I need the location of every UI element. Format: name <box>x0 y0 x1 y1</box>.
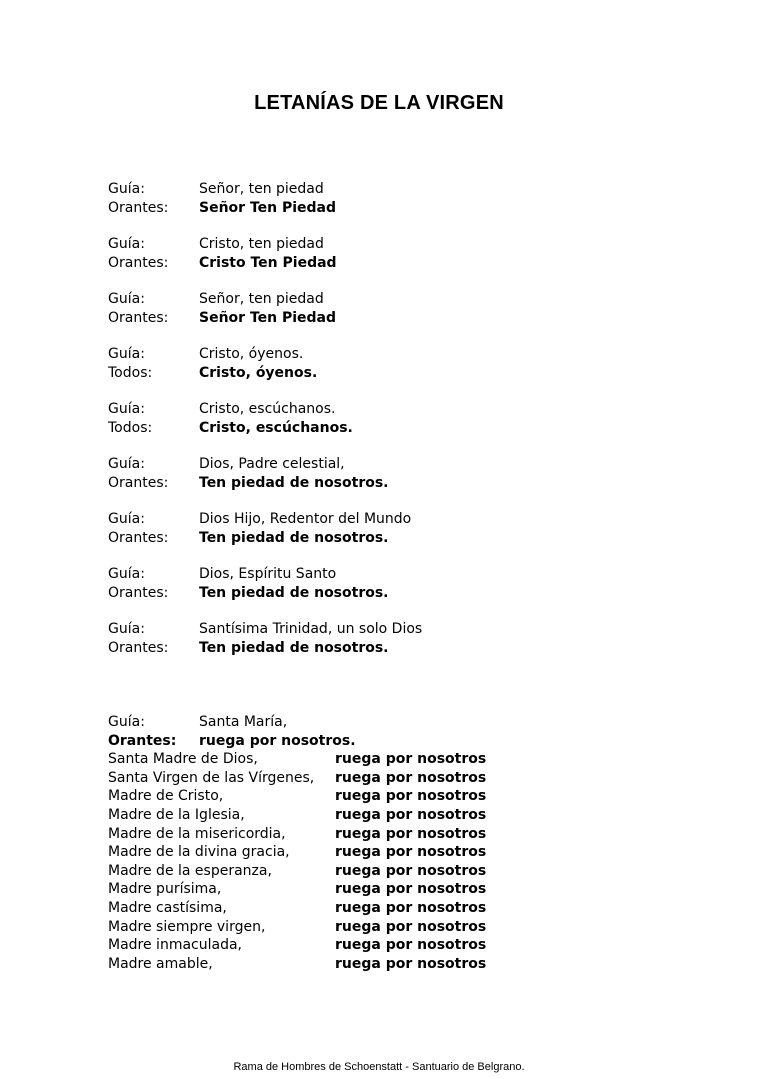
page-footer: Rama de Hombres de Schoenstatt - Santuario de Belgrano. <box>233 1061 525 1073</box>
guide-text: Santísima Trinidad, un solo Dios <box>199 621 423 637</box>
response-text: Ten piedad de nosotros. <box>199 585 389 601</box>
guide-text: Dios Hijo, Redentor del Mundo <box>199 511 412 527</box>
guide-line <box>108 235 422 254</box>
invocation-line <box>108 787 486 806</box>
invocation-text: Madre de la divina gracia, <box>108 844 290 861</box>
response-text: Cristo, escúchanos. <box>199 420 353 436</box>
speaker-label: Orantes: <box>108 255 169 271</box>
response-text: Ten piedad de nosotros. <box>199 475 389 491</box>
response-text: Cristo Ten Piedad <box>199 255 337 271</box>
invocation-response: ruega por nosotros <box>335 937 487 954</box>
response-line <box>108 474 422 493</box>
speaker-label: Orantes: <box>108 475 169 491</box>
invocation-line <box>108 750 486 769</box>
guide-line <box>108 713 486 732</box>
guide-text: Cristo, ten piedad <box>199 236 324 252</box>
invocation-response: ruega por nosotros <box>335 825 487 842</box>
response-line <box>108 639 422 658</box>
guide-text: Cristo, óyenos. <box>199 346 304 362</box>
invocation-text: Madre siempre virgen, <box>108 918 266 935</box>
invocation-text: Madre inmaculada, <box>108 937 242 954</box>
responsory-pair <box>108 455 422 510</box>
invocation-list <box>108 713 486 973</box>
response-line <box>108 584 422 603</box>
guide-text: Dios, Padre celestial, <box>199 456 345 472</box>
invocation-text: Santa Virgen de las Vírgenes, <box>108 769 315 786</box>
speaker-label: Guía: <box>108 236 145 252</box>
invocation-line <box>108 769 486 788</box>
invocation-text: Madre castísima, <box>108 899 227 916</box>
speaker-label: Guía: <box>108 621 145 637</box>
responsory-list <box>108 180 422 675</box>
guide-text: Dios, Espíritu Santo <box>199 566 337 582</box>
speaker-label: Guía: <box>108 566 145 582</box>
invocation-response: ruega por nosotros <box>335 918 487 935</box>
page-title: LETANÍAS DE LA VIRGEN <box>254 92 504 114</box>
response-text: Ten piedad de nosotros. <box>199 640 389 656</box>
speaker-label: Orantes: <box>108 310 169 326</box>
responsory-pair <box>108 180 422 235</box>
speaker-label: Orantes: <box>108 200 169 216</box>
guide-text: Señor, ten piedad <box>199 291 324 307</box>
speaker-label: Guía: <box>108 511 145 527</box>
response-line <box>108 419 422 438</box>
speaker-label: Orantes: <box>108 640 169 656</box>
response-line <box>108 732 486 751</box>
response-text: Cristo, óyenos. <box>199 365 318 381</box>
invocation-response: ruega por nosotros <box>335 899 487 916</box>
responsory-pair <box>108 565 422 620</box>
responsory-pair <box>108 290 422 345</box>
invocation-line <box>108 899 486 918</box>
speaker-label: Orantes: <box>108 530 169 546</box>
guide-text: Santa María, <box>199 714 288 730</box>
response-text: Señor Ten Piedad <box>199 200 337 216</box>
speaker-label: Guía: <box>108 346 145 362</box>
guide-line <box>108 565 422 584</box>
invocation-line <box>108 862 486 881</box>
guide-line <box>108 180 422 199</box>
invocation-line <box>108 825 486 844</box>
invocation-line <box>108 918 486 937</box>
speaker-label: Orantes: <box>108 732 177 749</box>
response-line <box>108 309 422 328</box>
response-text: ruega por nosotros. <box>199 732 356 749</box>
invocation-line <box>108 880 486 899</box>
invocation-line <box>108 843 486 862</box>
responsory-pair <box>108 510 422 565</box>
response-line <box>108 199 422 218</box>
speaker-label: Todos: <box>108 365 153 381</box>
speaker-label: Guía: <box>108 401 145 417</box>
guide-line <box>108 455 422 474</box>
speaker-label: Guía: <box>108 291 145 307</box>
speaker-label: Guía: <box>108 181 145 197</box>
response-line <box>108 529 422 548</box>
speaker-label: Orantes: <box>108 585 169 601</box>
guide-line <box>108 510 422 529</box>
speaker-label: Todos: <box>108 420 153 436</box>
speaker-label: Guía: <box>108 456 145 472</box>
invocation-text: Madre de la esperanza, <box>108 862 272 879</box>
invocation-response: ruega por nosotros <box>335 788 487 805</box>
guide-text: Señor, ten piedad <box>199 181 324 197</box>
guide-line <box>108 400 422 419</box>
responsory-pair <box>108 620 422 675</box>
invocation-response: ruega por nosotros <box>335 769 487 786</box>
speaker-label: Guía: <box>108 714 145 730</box>
responsory-pair <box>108 235 422 290</box>
invocation-text: Madre de la Iglesia, <box>108 806 245 823</box>
response-line <box>108 254 422 273</box>
invocation-response: ruega por nosotros <box>335 844 487 861</box>
invocation-response: ruega por nosotros <box>335 955 487 972</box>
invocation-response: ruega por nosotros <box>335 751 487 768</box>
invocation-text: Madre amable, <box>108 955 213 972</box>
invocation-text: Santa Madre de Dios, <box>108 751 258 768</box>
invocation-text: Madre de Cristo, <box>108 788 224 805</box>
invocation-text: Madre de la misericordia, <box>108 825 286 842</box>
invocation-line <box>108 936 486 955</box>
invocation-response: ruega por nosotros <box>335 806 487 823</box>
responsory-pair <box>108 345 422 400</box>
guide-text: Cristo, escúchanos. <box>199 401 336 417</box>
guide-line <box>108 620 422 639</box>
response-text: Ten piedad de nosotros. <box>199 530 389 546</box>
guide-line <box>108 345 422 364</box>
invocation-response: ruega por nosotros <box>335 862 487 879</box>
response-line <box>108 364 422 383</box>
invocation-line <box>108 955 486 974</box>
invocation-response: ruega por nosotros <box>335 881 487 898</box>
response-text: Señor Ten Piedad <box>199 310 337 326</box>
invocation-line <box>108 806 486 825</box>
guide-line <box>108 290 422 309</box>
invocation-text: Madre purísima, <box>108 881 222 898</box>
responsory-pair <box>108 400 422 455</box>
